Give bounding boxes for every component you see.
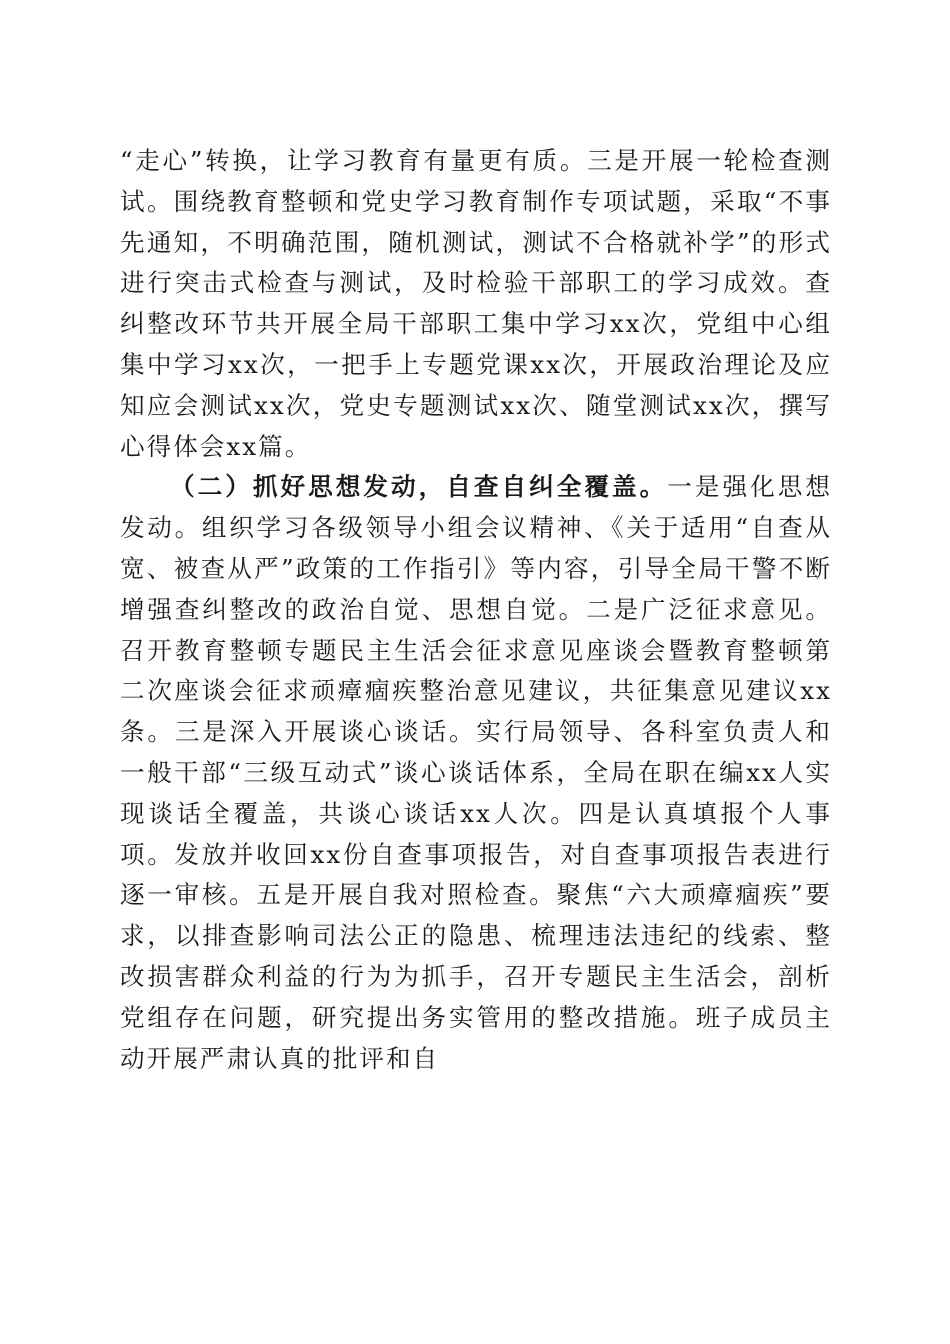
paragraph-2	[120, 467, 832, 1079]
paragraph-1	[120, 141, 832, 467]
paragraph-1-text: “走心”转换，让学习教育有量更有质。三是开展一轮检查测试。围绕教育整顿和党史学习教育制作专项试题，采取“不事先通知，不明确范围，随机测试，测试不合格就补学”的形式进行突击式检查与测试，及时检验干部职工的学习成效。查纠整改环节共开展全局干部职工集中学习xx次，党组中心组集中学习xx次，一把手上专题党课xx次，开展政治理论及应知应会测试xx次，党史专题测试xx次、随堂测试xx次，撰写心得体会xx篇。	[120, 146, 832, 461]
section-heading-2: （二）抓好思想发动，自查自纠全覆盖。	[170, 472, 668, 502]
paragraph-2-text: 一是强化思想发动。组织学习各级领导小组会议精神、《关于适用“自查从宽、被查从严”政策的工作指引》等内容，引导全局干警不断增强查纠整改的政治自觉、思想自觉。二是广泛征求意见。召开教育整顿专题民主生活会征求意见座谈会暨教育整顿第二次座谈会征求顽瘴痼疾整治意见建议，共征集意见建议xx条。三是深入开展谈心谈话。实行局领导、各科室负责人和一般干部“三级互动式”谈心谈话体系，全局在职在编xx人实现谈话全覆盖，共谈心谈话xx人次。四是认真填报个人事项。发放并收回xx份自查事项报告，对自查事项报告表进行逐一审核。五是开展自我对照检查。聚焦“六大顽瘴痼疾”要求，以排查影响司法公正的隐患、梳理违法违纪的线索、整改损害群众利益的行为为抓手，召开专题民主生活会，剖析党组存在问题，研究提出务实管用的整改措施。班子成员主动开展严肃认真的批评和自	[120, 472, 832, 1073]
document-body	[120, 141, 832, 1079]
